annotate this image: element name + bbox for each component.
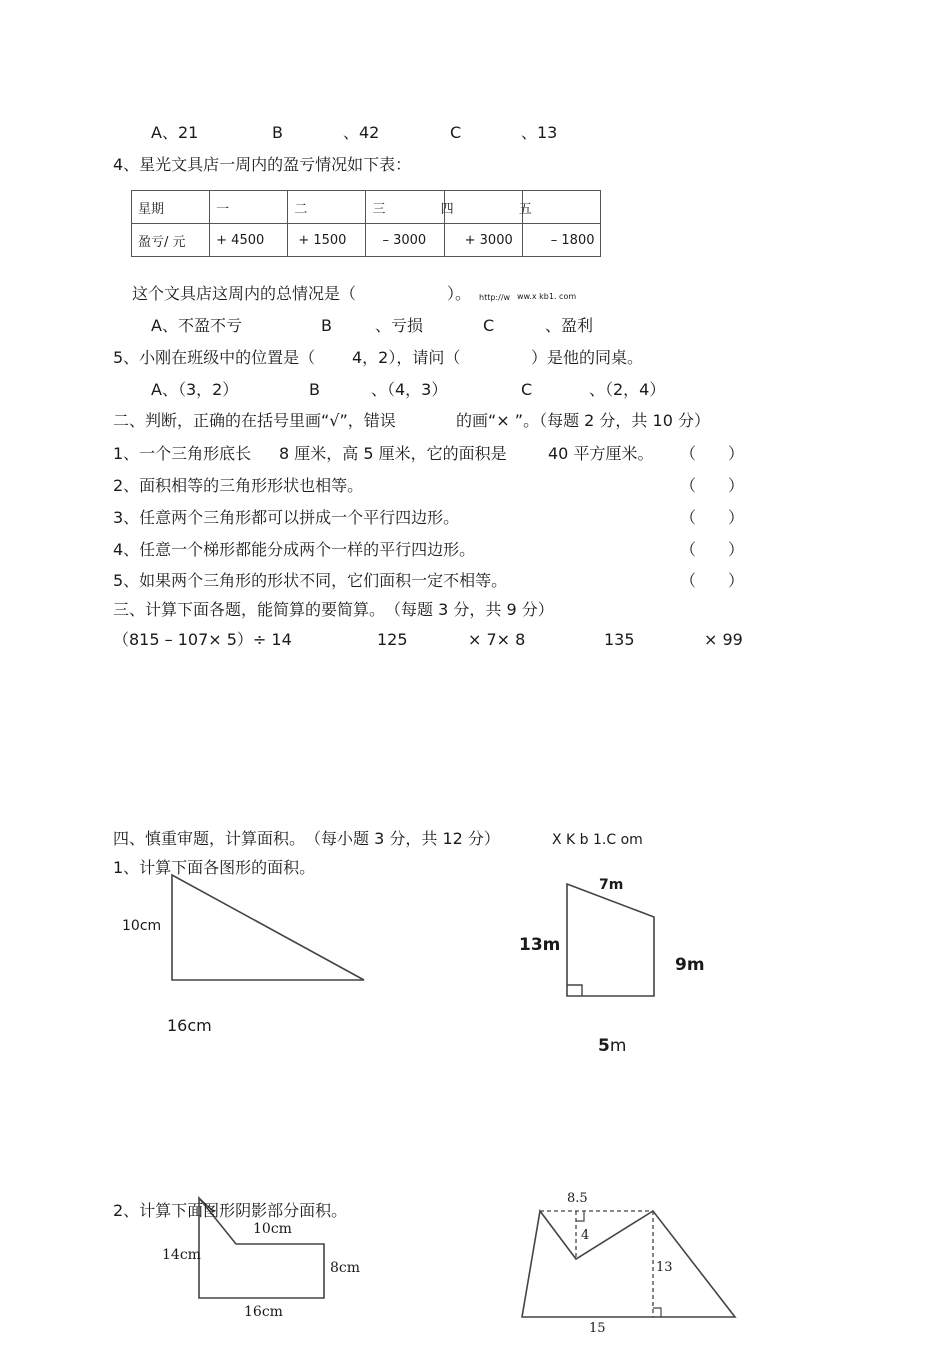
calc-expression-3a: 135 [604,630,635,649]
q4-stem: 4、星光文具店一周内的盈亏情况如下表： [113,155,412,174]
l-shape-right-label: 8cm [330,1260,361,1276]
table-cell: 星期 [132,191,210,224]
table-cell: 三 [366,191,444,224]
table-cell: 盈亏/ 元 [132,224,210,257]
table-cell: – 1800 [522,224,600,257]
calc-expression-2b: × 7× 8 [468,630,526,649]
table-cell: 二 [288,191,366,224]
judge-item-4: 4、任意一个梯形都能分成两个一样的平行四边形。 [113,540,476,559]
right-angle-mark [653,1308,661,1317]
table-cell-text: 四 [440,201,454,217]
trapezoid-bottom-unit: m [609,1036,627,1056]
q5-option-b-value: 、（4，3） [371,380,448,399]
trapezoid-right-label: 9m [675,955,705,975]
calc-expression-2a: 125 [377,630,408,649]
q5-option-a: A、（3，2） [151,380,239,399]
q5-stem: 5、小刚在班级中的位置是（ [113,348,316,367]
section-2-heading-tail: 的画“× ”。（每题 2 分，共 10 分） [456,411,710,430]
q3-option-b-value: 、42 [343,123,380,142]
q3-option-c-letter: C [450,123,462,142]
answer-bracket[interactable]: （ ） [680,508,745,527]
judge-item-1: 1、一个三角形底长 [113,444,252,463]
section-2-heading: 二、判断，正确的在括号里画“√”，错误 [113,411,396,430]
q3-option-a: A、21 [151,123,199,142]
triangle-base-label: 16cm [167,1016,212,1035]
notched-trapezoid-figure [522,1211,735,1317]
q4-question: 这个文具店这周内的总情况是（ [132,284,357,303]
q4-option-b-letter: B [321,316,332,335]
notched-top-label: 8.5 [567,1191,588,1206]
table-cell: + 3000 [444,224,522,257]
q5-stem-end: ）是他的同桌。 [531,348,644,367]
sub-question-2: 2、计算下面图形阴影部分面积。 [113,1201,348,1220]
triangle-height-label: 10cm [122,918,162,934]
table-cell: + 1500 [288,224,366,257]
notched-bottom-label: 15 [589,1321,606,1336]
trapezoid-bottom-number: 5 [598,1036,610,1056]
answer-bracket[interactable]: （ ） [680,476,745,495]
q5-stem-position: 4，2），请问（ [352,348,461,367]
answer-bracket[interactable]: （ ） [680,444,745,463]
section-4-heading: 四、慎重审题，计算面积。 （每小题 3 分，共 12 分） [113,829,500,848]
right-angle-mark [567,985,582,996]
q4-question-end: ）。 [447,284,472,303]
l-shape-left-label: 14cm [162,1247,201,1263]
trapezoid-left-label: 13m [519,935,561,955]
section-3-heading: 三、计算下面各题，能简算的要简算。 （每题 3 分，共 9 分） [113,600,554,619]
judge-item-3: 3、任意两个三角形都可以拼成一个平行四边形。 [113,508,460,527]
right-angle-mark [576,1211,584,1221]
table-cell: – 3000 [366,224,444,257]
calc-expression-3b: × 99 [704,630,743,649]
q4-watermark-2: ww.x kb1. com [517,292,577,301]
notched-height-label: 13 [656,1260,673,1275]
trapezoid-bottom-label [598,1038,626,1055]
trapezoid-top-label: 7m [599,877,624,893]
q3-option-b-letter: B [272,123,283,142]
table-cell: 一 [210,191,288,224]
l-shape-top-label: 10cm [253,1221,292,1237]
q5-option-c-letter: C [521,380,533,399]
answer-bracket[interactable]: （ ） [680,571,745,590]
right-triangle-figure [172,875,364,980]
l-shape-bottom-label: 16cm [244,1304,283,1320]
table-cell-text: 五 [518,201,532,217]
q5-option-b-letter: B [309,380,320,399]
judge-item-2: 2、面积相等的三角形形状也相等。 [113,476,364,495]
answer-bracket[interactable]: （ ） [680,540,745,559]
calc-expression-1: （815 – 107× 5）÷ 14 [113,630,292,649]
section-4-watermark: X K b 1.C om [552,832,643,848]
judge-item-1-end: 40 平方厘米。 [548,444,654,463]
q4-option-c-letter: C [483,316,495,335]
right-trapezoid-figure [567,884,654,996]
table-cell: + 4500 [210,224,288,257]
q4-option-a: A、不盈不亏 [151,316,242,335]
q4-watermark: http://w [479,293,511,302]
judge-item-5: 5、如果两个三角形的形状不同，它们面积一定不相等。 [113,571,508,590]
sub-question-1: 1、计算下面各图形的面积。 [113,858,316,877]
q3-option-c-value: 、13 [521,123,558,142]
notched-inner-label: 4 [581,1228,590,1243]
judge-item-1-mid: 8 厘米，高 5 厘米，它的面积是 [279,444,507,463]
q4-option-c-value: 、盈利 [545,316,594,335]
q5-option-c-value: 、（2，4） [589,380,666,399]
q4-option-b-value: 、亏损 [375,316,424,335]
